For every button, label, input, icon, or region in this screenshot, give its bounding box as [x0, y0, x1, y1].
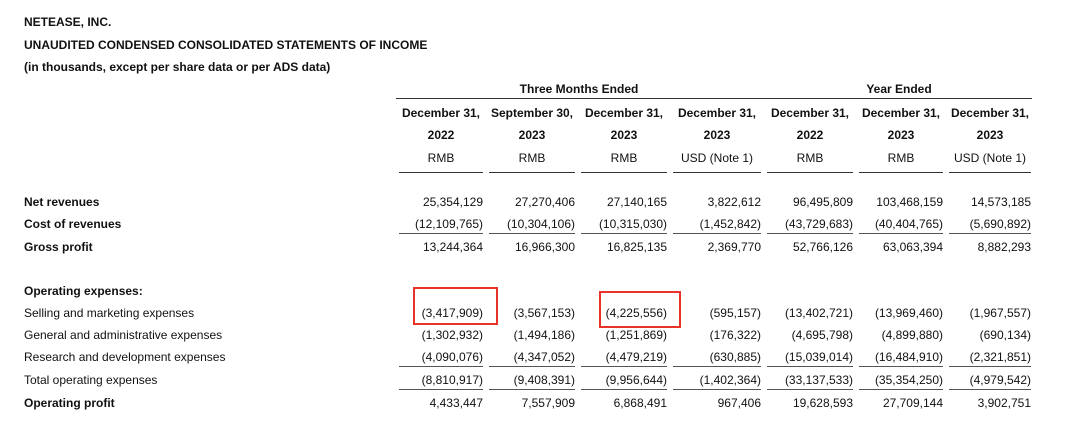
table-cell: 3,822,612 — [707, 195, 761, 209]
row-label: Research and development expenses — [24, 350, 226, 364]
subtotal-rule — [399, 366, 483, 367]
column-3-year: 2023 — [610, 128, 638, 142]
subtotal-rule — [581, 366, 667, 367]
table-cell: (43,729,683) — [784, 217, 853, 231]
table-cell: (10,315,030) — [598, 217, 667, 231]
table-cell: (40,404,765) — [874, 217, 943, 231]
row-label: Total operating expenses — [24, 373, 158, 387]
column-5-header-rule — [767, 172, 853, 173]
table-cell: (5,690,892) — [969, 217, 1031, 231]
table-cell: (4,695,798) — [791, 328, 853, 342]
column-7-header-rule — [949, 172, 1031, 173]
column-4-date: December 31, — [677, 106, 757, 120]
table-cell: (4,225,556) — [605, 306, 667, 320]
subtotal-rule — [489, 366, 575, 367]
subtotal-rule — [949, 389, 1031, 390]
table-cell: (4,090,076) — [421, 350, 483, 364]
table-cell: 63,063,394 — [882, 240, 943, 254]
statement-title: UNAUDITED CONDENSED CONSOLIDATED STATEMENTS OF INCOME — [24, 38, 428, 52]
subtotal-rule — [859, 233, 943, 234]
table-cell: 96,495,809 — [792, 195, 853, 209]
table-cell: 25,354,129 — [422, 195, 483, 209]
column-2-currency: RMB — [518, 151, 546, 165]
table-cell: (3,567,153) — [513, 306, 575, 320]
subtotal-rule — [949, 233, 1031, 234]
table-cell: (1,402,364) — [699, 373, 761, 387]
subtotal-rule — [673, 366, 761, 367]
subtotal-rule — [859, 366, 943, 367]
column-1-header-rule — [399, 172, 483, 173]
table-cell: (690,134) — [979, 328, 1031, 342]
table-cell: (3,417,909) — [421, 306, 483, 320]
row-label: Selling and marketing expenses — [24, 306, 195, 320]
subtotal-rule — [767, 389, 853, 390]
table-cell: (4,479,219) — [605, 350, 667, 364]
column-7-currency: USD (Note 1) — [953, 151, 1027, 165]
table-cell: (595,157) — [709, 306, 761, 320]
table-cell: (1,452,842) — [699, 217, 761, 231]
table-cell: 6,868,491 — [613, 396, 667, 410]
table-cell: 8,882,293 — [977, 240, 1031, 254]
subtotal-rule — [399, 389, 483, 390]
table-cell: (4,347,052) — [513, 350, 575, 364]
column-1-date: December 31, — [401, 106, 481, 120]
table-cell: (9,408,391) — [513, 373, 575, 387]
table-cell: 52,766,126 — [792, 240, 853, 254]
subtotal-rule — [399, 233, 483, 234]
group-year-ended-rule — [764, 98, 1032, 99]
column-6-header-rule — [859, 172, 943, 173]
group-three-months-rule — [396, 98, 764, 99]
table-cell: 3,902,751 — [977, 396, 1031, 410]
column-3-currency: RMB — [610, 151, 638, 165]
table-cell: 27,140,165 — [606, 195, 667, 209]
table-cell: 967,406 — [717, 396, 761, 410]
table-cell: 7,557,909 — [521, 396, 575, 410]
row-label: Cost of revenues — [24, 217, 122, 231]
table-cell: (15,039,014) — [784, 350, 853, 364]
table-cell: 19,628,593 — [792, 396, 853, 410]
table-cell: (8,810,917) — [421, 373, 483, 387]
column-6-currency: RMB — [887, 151, 915, 165]
table-cell: 13,244,364 — [422, 240, 483, 254]
column-5-year: 2022 — [796, 128, 824, 142]
subtotal-rule — [767, 233, 853, 234]
column-3-date: December 31, — [584, 106, 664, 120]
highlight-box-q4-2022-selling — [413, 287, 498, 325]
column-7-year: 2023 — [976, 128, 1004, 142]
table-cell: 4,433,447 — [429, 396, 483, 410]
units-note: (in thousands, except per share data or per ADS data) — [24, 60, 331, 74]
subtotal-rule — [581, 233, 667, 234]
subtotal-rule — [767, 366, 853, 367]
column-7-date: December 31, — [950, 106, 1030, 120]
table-cell: (12,109,765) — [414, 217, 483, 231]
column-2-date: September 30, — [490, 106, 574, 120]
table-cell: 103,468,159 — [876, 195, 943, 209]
subtotal-rule — [859, 389, 943, 390]
table-cell: (176,322) — [709, 328, 761, 342]
column-2-header-rule — [489, 172, 575, 173]
table-cell: (1,494,186) — [513, 328, 575, 342]
subtotal-rule — [581, 389, 667, 390]
column-1-year: 2022 — [427, 128, 455, 142]
column-3-header-rule — [581, 172, 667, 173]
row-label: Operating profit — [24, 396, 115, 410]
table-cell: (1,967,557) — [969, 306, 1031, 320]
row-label: Gross profit — [24, 240, 93, 254]
table-cell: (13,969,460) — [874, 306, 943, 320]
table-cell: 27,709,144 — [882, 396, 943, 410]
subtotal-rule — [673, 233, 761, 234]
subtotal-rule — [949, 366, 1031, 367]
group-year-ended: Year Ended — [866, 82, 932, 96]
company-name: NETEASE, INC. — [24, 15, 112, 29]
table-cell: (10,304,106) — [506, 217, 575, 231]
column-6-year: 2023 — [887, 128, 915, 142]
table-cell: 16,966,300 — [514, 240, 575, 254]
table-cell: (35,354,250) — [874, 373, 943, 387]
table-cell: (13,402,721) — [784, 306, 853, 320]
table-cell: (2,321,851) — [969, 350, 1031, 364]
table-cell: 14,573,185 — [970, 195, 1031, 209]
highlight-box-q4-2023-selling — [599, 291, 681, 328]
table-cell: (9,956,644) — [605, 373, 667, 387]
row-label: General and administrative expenses — [24, 328, 223, 342]
table-cell: (33,137,533) — [784, 373, 853, 387]
column-2-year: 2023 — [518, 128, 546, 142]
table-cell: 27,270,406 — [514, 195, 575, 209]
column-6-date: December 31, — [861, 106, 941, 120]
column-5-currency: RMB — [796, 151, 824, 165]
column-1-currency: RMB — [427, 151, 455, 165]
subtotal-rule — [673, 389, 761, 390]
table-cell: (4,979,542) — [969, 373, 1031, 387]
table-cell: 16,825,135 — [606, 240, 667, 254]
subtotal-rule — [489, 233, 575, 234]
column-4-year: 2023 — [703, 128, 731, 142]
table-cell: 2,369,770 — [707, 240, 761, 254]
subtotal-rule — [489, 389, 575, 390]
table-cell: (1,251,869) — [605, 328, 667, 342]
table-cell: (1,302,932) — [421, 328, 483, 342]
row-label: Net revenues — [24, 195, 100, 209]
column-5-date: December 31, — [770, 106, 850, 120]
table-cell: (16,484,910) — [874, 350, 943, 364]
table-cell: (630,885) — [709, 350, 761, 364]
column-4-header-rule — [673, 172, 761, 173]
table-cell: (4,899,880) — [881, 328, 943, 342]
column-4-currency: USD (Note 1) — [680, 151, 754, 165]
row-label: Operating expenses: — [24, 284, 143, 298]
group-three-months: Three Months Ended — [519, 82, 639, 96]
